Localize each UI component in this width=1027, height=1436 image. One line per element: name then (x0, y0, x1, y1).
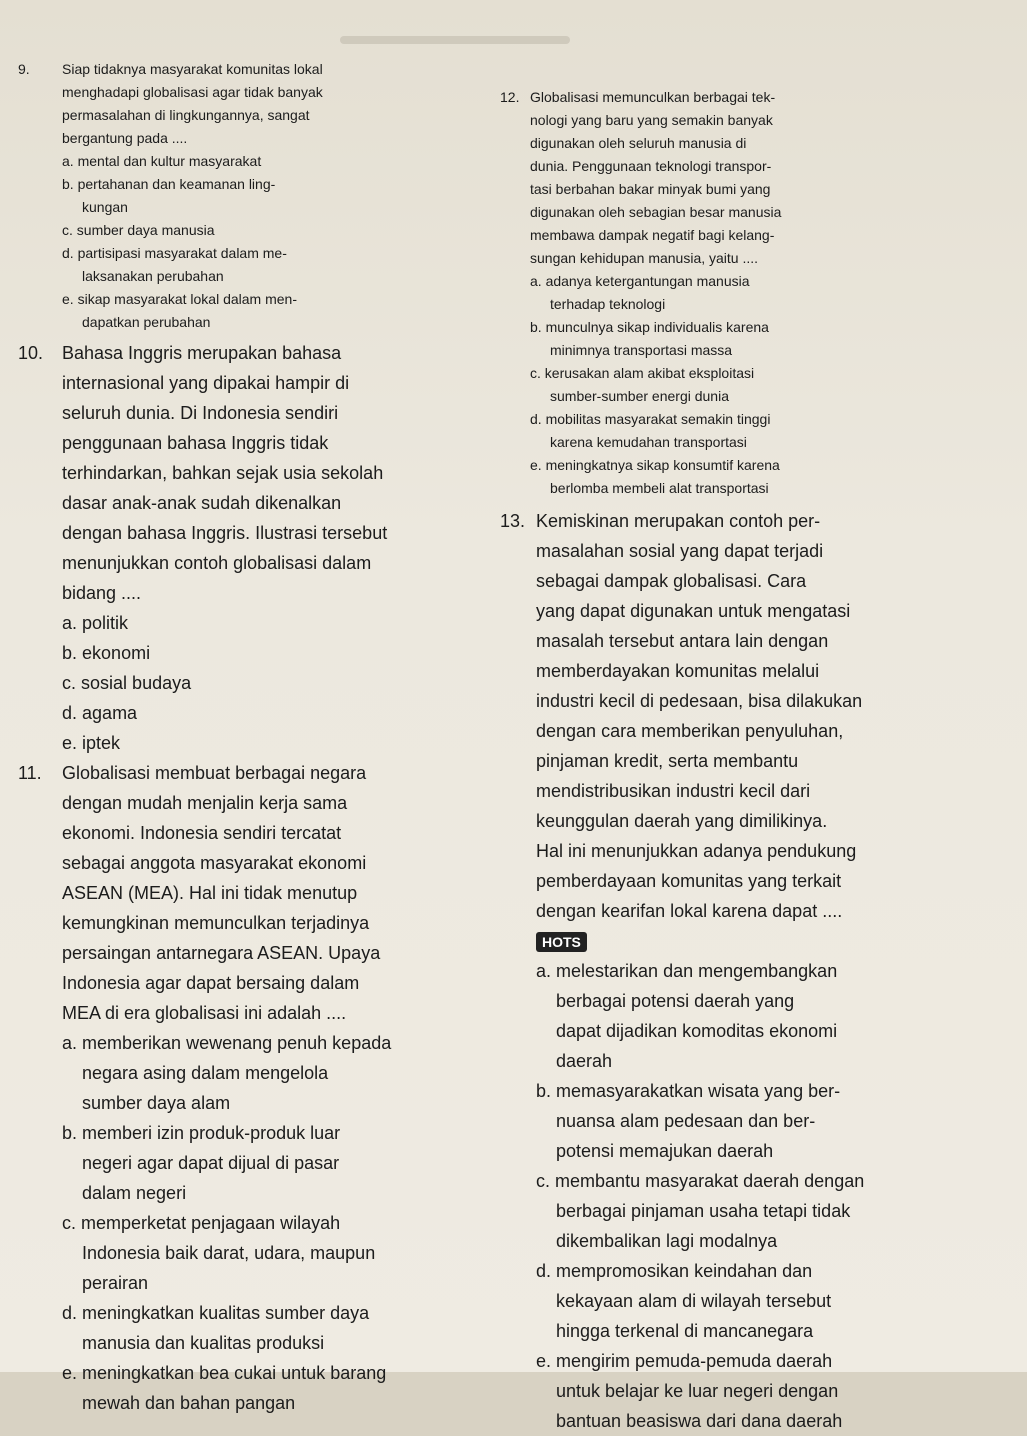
question-text: penggunaan bahasa Inggris tidak (62, 433, 329, 453)
option-b-cont: potensi memajukan daerah (556, 1141, 774, 1161)
option-b: b. ekonomi (62, 643, 151, 663)
question-text: Bahasa Inggris merupakan bahasa (62, 343, 342, 363)
question-text: ekonomi. Indonesia sendiri tercatat (62, 823, 342, 843)
option-a-cont: terhadap teknologi (550, 296, 666, 312)
question-text: menunjukkan contoh globalisasi dalam (62, 553, 372, 573)
option-a-cont: dapat dijadikan komoditas ekonomi (556, 1021, 838, 1041)
header-smudge (340, 36, 570, 44)
option-e-cont: berlomba membeli alat transportasi (550, 480, 769, 496)
option-d-cont: laksanakan perubahan (82, 268, 224, 284)
option-c-cont: dikembalikan lagi modalnya (556, 1231, 778, 1251)
option-e-cont: dapatkan perubahan (82, 314, 211, 330)
option-b-cont: negeri agar dapat dijual di pasar (82, 1153, 340, 1173)
question-number: 13. (500, 511, 526, 531)
option-e: e. mengirim pemuda-pemuda daerah (536, 1351, 833, 1371)
option-c-cont: berbagai pinjaman usaha tetapi tidak (556, 1201, 851, 1221)
option-d-cont: manusia dan kualitas produksi (82, 1333, 325, 1353)
question-13-options (500, 956, 930, 1436)
question-text: internasional yang dipakai hampir di (62, 373, 350, 393)
option-c: c. memperketat penjagaan wilayah (62, 1213, 341, 1233)
option-b: b. memasyarakatkan wisata yang ber- (536, 1081, 841, 1101)
option-a: a. politik (62, 613, 129, 633)
option-b-cont: minimnya transportasi massa (550, 342, 733, 358)
question-text: memberdayakan komunitas melalui (536, 661, 820, 681)
question-text: dasar anak-anak sudah dikenalkan (62, 493, 342, 513)
option-c-cont: sumber-sumber energi dunia (550, 388, 729, 404)
option-c-cont: Indonesia baik darat, udara, maupun (82, 1243, 376, 1263)
option-e: e. meningkatnya sikap konsumtif karena (530, 457, 780, 473)
question-text: Kemiskinan merupakan contoh per- (536, 511, 821, 531)
question-text: industri kecil di pedesaan, bisa dilakukan (536, 691, 863, 711)
question-text: digunakan oleh seluruh manusia di (530, 135, 747, 151)
question-text: persaingan antarnegara ASEAN. Upaya (62, 943, 381, 963)
option-e: e. sikap masyarakat lokal dalam men- (62, 291, 297, 307)
question-text: kemungkinan memunculkan terjadinya (62, 913, 370, 933)
option-d: d. agama (62, 703, 138, 723)
question-11 (18, 758, 488, 1418)
option-a: a. melestarikan dan mengembangkan (536, 961, 838, 981)
question-text: keunggulan daerah yang dimilikinya. (536, 811, 828, 831)
question-text: Indonesia agar dapat bersaing dalam (62, 973, 360, 993)
option-d-cont: hingga terkenal di mancanegara (556, 1321, 814, 1341)
question-text: bergantung pada .... (62, 130, 188, 146)
question-text: dengan mudah menjalin kerja sama (62, 793, 348, 813)
option-b-cont: kungan (82, 199, 128, 215)
question-text: sebagai dampak globalisasi. Cara (536, 571, 807, 591)
question-text: dengan cara memberikan penyuluhan, (536, 721, 844, 741)
question-text: menghadapi globalisasi agar tidak banyak (62, 84, 323, 100)
option-c: c. membantu masyarakat daerah dengan (536, 1171, 865, 1191)
option-a: a. memberikan wewenang penuh kepada (62, 1033, 392, 1053)
option-a-cont: negara asing dalam mengelola (82, 1063, 329, 1083)
option-b-cont: dalam negeri (82, 1183, 187, 1203)
option-b: b. munculnya sikap individualis karena (530, 319, 769, 335)
hots-badge: HOTS (536, 932, 587, 952)
option-c-cont: perairan (82, 1273, 149, 1293)
option-c: c. kerusakan alam akibat eksploitasi (530, 365, 755, 381)
question-text: seluruh dunia. Di Indonesia sendiri (62, 403, 339, 423)
option-e: e. meningkatkan bea cukai untuk barang (62, 1363, 387, 1383)
question-text: Globalisasi memunculkan berbagai tek- (530, 89, 776, 105)
option-a: a. mental dan kultur masyarakat (62, 153, 262, 169)
question-9 (18, 58, 488, 334)
option-b: b. pertahanan dan keamanan ling- (62, 176, 276, 192)
question-number: 11. (18, 763, 42, 783)
question-text: membawa dampak negatif bagi kelang- (530, 227, 775, 243)
option-b: b. memberi izin produk-produk luar (62, 1123, 341, 1143)
question-text: dunia. Penggunaan teknologi transpor- (530, 158, 772, 174)
question-text: terhindarkan, bahkan sejak usia sekolah (62, 463, 384, 483)
question-text: mendistribusikan industri kecil dari (536, 781, 811, 801)
option-e: e. iptek (62, 733, 121, 753)
option-a-cont: sumber daya alam (82, 1093, 231, 1113)
question-number: 9. (18, 61, 30, 77)
option-d: d. partisipasi masyarakat dalam me- (62, 245, 287, 261)
question-10 (18, 338, 488, 758)
question-13 (500, 506, 930, 926)
question-text: nologi yang baru yang semakin banyak (530, 112, 773, 128)
question-text: Hal ini menunjukkan adanya pendukung (536, 841, 857, 861)
left-column (18, 58, 488, 1418)
question-text: yang dapat digunakan untuk mengatasi (536, 601, 851, 621)
question-text: ASEAN (MEA). Hal ini tidak menutup (62, 883, 358, 903)
option-c: c. sosial budaya (62, 673, 192, 693)
option-c: c. sumber daya manusia (62, 222, 215, 238)
option-d-cont: kekayaan alam di wilayah tersebut (556, 1291, 832, 1311)
option-e-cont: bantuan beasiswa dari dana daerah (556, 1411, 843, 1431)
option-a: a. adanya ketergantungan manusia (530, 273, 750, 289)
option-d-cont: karena kemudahan transportasi (550, 434, 747, 450)
question-text: permasalahan di lingkungannya, sangat (62, 107, 310, 123)
question-number: 10. (18, 343, 44, 363)
question-text: Globalisasi membuat berbagai negara (62, 763, 367, 783)
option-e-cont: mewah dan bahan pangan (82, 1393, 296, 1413)
option-d: d. meningkatkan kualitas sumber daya (62, 1303, 370, 1323)
question-text: bidang .... (62, 583, 142, 603)
option-a-cont: daerah (556, 1051, 613, 1071)
option-a-cont: berbagai potensi daerah yang (556, 991, 795, 1011)
question-text: sebagai anggota masyarakat ekonomi (62, 853, 367, 873)
option-d: d. mobilitas masyarakat semakin tinggi (530, 411, 771, 427)
right-column (500, 86, 930, 1436)
option-e-cont: untuk belajar ke luar negeri dengan (556, 1381, 839, 1401)
question-text: digunakan oleh sebagian besar manusia (530, 204, 782, 220)
question-text: MEA di era globalisasi ini adalah .... (62, 1003, 347, 1023)
question-text: dengan bahasa Inggris. Ilustrasi tersebut (62, 523, 388, 543)
question-text: pemberdayaan komunitas yang terkait (536, 871, 842, 891)
option-b-cont: nuansa alam pedesaan dan ber- (556, 1111, 816, 1131)
question-text: sungan kehidupan manusia, yaitu .... (530, 250, 759, 266)
question-text: tasi berbahan bakar minyak bumi yang (530, 181, 771, 197)
question-text: masalahan sosial yang dapat terjadi (536, 541, 824, 561)
question-text: pinjaman kredit, serta membantu (536, 751, 799, 771)
question-text: dengan kearifan lokal karena dapat .... (536, 901, 843, 921)
question-text: masalah tersebut antara lain dengan (536, 631, 829, 651)
question-12 (500, 86, 930, 500)
question-number: 12. (500, 89, 520, 105)
option-d: d. mempromosikan keindahan dan (536, 1261, 813, 1281)
question-text: Siap tidaknya masyarakat komunitas lokal (62, 61, 323, 77)
